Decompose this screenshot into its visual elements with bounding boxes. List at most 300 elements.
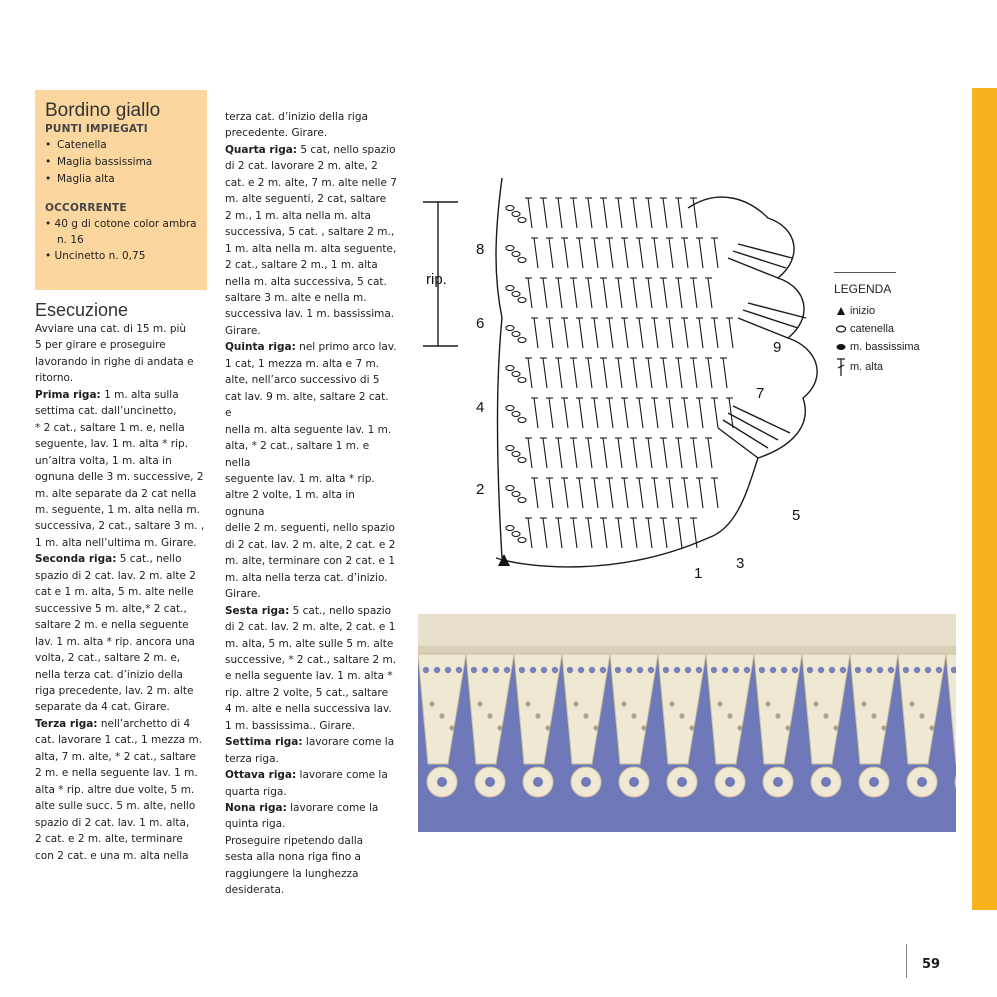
lace-hole bbox=[711, 667, 717, 673]
chain-mark bbox=[512, 452, 520, 457]
stitch-mark bbox=[543, 198, 547, 228]
instruction-line: successiva lav. 1 m. bassissima. bbox=[225, 308, 395, 321]
chain-mark bbox=[506, 526, 514, 531]
instruction-line: Settima riga: lavorare come la bbox=[225, 736, 395, 749]
lace-hole bbox=[589, 667, 595, 673]
stitch-mark bbox=[648, 518, 652, 548]
chain-oval-icon bbox=[835, 324, 847, 334]
stitch-mark bbox=[558, 198, 562, 228]
list-item: • Catenella bbox=[45, 137, 197, 154]
lace-hole bbox=[807, 667, 813, 673]
instruction-line: volta, 2 cat., saltare 2 m. e, bbox=[35, 652, 181, 665]
chain-mark bbox=[506, 486, 514, 491]
instruction-line: Seconda riga: 5 cat., nello bbox=[35, 553, 182, 566]
stitch-mark bbox=[534, 318, 538, 348]
stitch-mark bbox=[648, 198, 652, 228]
lace-scallop-hole bbox=[581, 777, 591, 787]
lace-hole bbox=[545, 725, 550, 730]
lace-hole bbox=[823, 713, 828, 718]
lace-hole bbox=[525, 701, 530, 706]
instruction-line: successive 5 m. alte,* 2 cat., bbox=[35, 602, 187, 615]
instruction-line: nella terza cat. d’inizio della bbox=[35, 668, 183, 681]
stitch-mark bbox=[639, 238, 643, 268]
list-item: • 40 g di cotone color ambra bbox=[45, 218, 197, 230]
instruction-line: spazio di 2 cat. lav. 2 m. alte 2 bbox=[35, 569, 196, 582]
stitch-mark bbox=[609, 318, 613, 348]
stitch-mark bbox=[543, 358, 547, 388]
lace-hole bbox=[925, 667, 931, 673]
lace-hole bbox=[829, 667, 835, 673]
stitch-mark bbox=[564, 318, 568, 348]
row-label: Nona riga: bbox=[225, 802, 287, 815]
lace-hole bbox=[903, 667, 909, 673]
stitch-mark bbox=[684, 398, 688, 428]
stitch-mark bbox=[714, 398, 718, 428]
stitch-mark bbox=[528, 438, 532, 468]
instruction-line: alta, 7 m. alte, * 2 cat., saltare bbox=[35, 750, 196, 763]
row-label: Sesta riga: bbox=[225, 604, 290, 617]
stitch-mark bbox=[573, 278, 577, 308]
start-arrow-icon bbox=[836, 306, 846, 316]
chain-mark bbox=[506, 366, 514, 371]
chain-mark bbox=[518, 538, 526, 543]
execution-title: Esecuzione bbox=[35, 300, 129, 320]
lace-scallop-hole bbox=[773, 777, 783, 787]
row-number-6: 6 bbox=[476, 315, 485, 332]
lace-hole bbox=[578, 667, 584, 673]
lace-hole bbox=[535, 713, 540, 718]
instructions-column-1 bbox=[35, 321, 207, 864]
lace-hole bbox=[456, 667, 462, 673]
instruction-line: terza riga. bbox=[225, 752, 279, 765]
chain-mark bbox=[506, 406, 514, 411]
stitch-mark bbox=[729, 318, 733, 348]
chain-mark bbox=[506, 246, 514, 251]
stitch-mark bbox=[564, 478, 568, 508]
lace-hole bbox=[781, 667, 787, 673]
instruction-line: 1 cat, 1 mezza m. alta e 7 m. bbox=[225, 357, 380, 370]
legend-item: catenella bbox=[832, 320, 942, 338]
lace-hole bbox=[541, 667, 547, 673]
lace-scallop-hole bbox=[677, 777, 687, 787]
slip-stitch-dot-icon bbox=[835, 342, 847, 352]
stitch-mark bbox=[579, 238, 583, 268]
instruction-line: e nella seguente lav. 1 m. alta * bbox=[225, 670, 393, 683]
instruction-line: Terza riga: nell’archetto di 4 bbox=[35, 717, 191, 730]
stitch-mark bbox=[618, 438, 622, 468]
instruction-line: seguente, lav. 1 m. alta * rip. bbox=[35, 438, 189, 451]
page-number-divider bbox=[906, 944, 907, 978]
stitch-mark bbox=[654, 238, 658, 268]
chain-mark bbox=[512, 412, 520, 417]
stitch-mark bbox=[558, 278, 562, 308]
lace-hole bbox=[493, 667, 499, 673]
stitch-mark bbox=[714, 478, 718, 508]
stitch-mark bbox=[624, 398, 628, 428]
stitch-mark bbox=[633, 278, 637, 308]
lace-hole bbox=[722, 667, 728, 673]
instruction-line: saltare 3 m. alte e nella m. bbox=[225, 291, 367, 304]
instruction-line: altre 2 volte, 1 m. alta in ognuna bbox=[225, 489, 355, 518]
instruction-line: Quinta riga: nel primo arco lav. bbox=[225, 341, 397, 354]
instruction-line: quarta riga. bbox=[225, 785, 287, 798]
stitch-mark bbox=[699, 478, 703, 508]
instruction-line: 1 m. alta nell’ultima m. Girare. bbox=[35, 536, 197, 549]
stitch-mark bbox=[603, 278, 607, 308]
list-item: • Uncinetto n. 0,75 bbox=[45, 250, 146, 262]
stitch-mark bbox=[654, 478, 658, 508]
stitch-mark bbox=[699, 398, 703, 428]
instruction-line: desiderata. bbox=[225, 884, 285, 897]
lace-hole bbox=[792, 667, 798, 673]
lace-hole bbox=[477, 701, 482, 706]
stitches-heading: PUNTI IMPIEGATI bbox=[45, 123, 148, 135]
stitch-mark bbox=[588, 518, 592, 548]
chain-mark bbox=[518, 378, 526, 383]
lace-hole bbox=[504, 667, 510, 673]
lace-hole bbox=[744, 667, 750, 673]
lace-hole bbox=[685, 667, 691, 673]
instruction-line: cat. lavorare 1 cat., 1 mezza m. bbox=[35, 734, 203, 747]
stitch-mark bbox=[534, 478, 538, 508]
stitch-mark bbox=[528, 358, 532, 388]
lace-hole bbox=[696, 667, 702, 673]
stitch-mark bbox=[549, 398, 553, 428]
row-number-9: 9 bbox=[773, 339, 782, 356]
lace-hole bbox=[785, 725, 790, 730]
lace-hole bbox=[759, 667, 765, 673]
instruction-line: alta * rip. altre due volte, 5 m. bbox=[35, 783, 195, 796]
stitch-mark bbox=[609, 238, 613, 268]
legend bbox=[832, 272, 942, 378]
stitch-mark bbox=[549, 318, 553, 348]
row-number-7: 7 bbox=[756, 385, 765, 402]
stitch-mark bbox=[648, 358, 652, 388]
instruction-line: seguente lav. 1 m. alta * rip. bbox=[225, 472, 375, 485]
stitches-list bbox=[45, 137, 197, 188]
chain-mark bbox=[518, 498, 526, 503]
lace-hole bbox=[449, 725, 454, 730]
chain-mark bbox=[512, 332, 520, 337]
instruction-line: ritorno. bbox=[35, 372, 74, 385]
lace-hole bbox=[770, 667, 776, 673]
stitch-mark bbox=[633, 438, 637, 468]
lace-hole bbox=[487, 713, 492, 718]
stitch-mark bbox=[564, 238, 568, 268]
lace-hole bbox=[689, 725, 694, 730]
lace-hole bbox=[482, 667, 488, 673]
instruction-line: Girare. bbox=[225, 324, 261, 337]
chain-mark bbox=[512, 492, 520, 497]
instruction-line: saltare 2 m. e nella seguente bbox=[35, 619, 189, 632]
instruction-line: un’altra volta, 1 m. alta in bbox=[35, 454, 172, 467]
stitch-mark bbox=[639, 478, 643, 508]
stitch-mark bbox=[678, 518, 682, 548]
instruction-line: separate da 4 cat. Girare. bbox=[35, 701, 170, 714]
stitch-mark bbox=[588, 438, 592, 468]
instruction-line: 2 cat., saltare 2 m., 1 m. alta bbox=[225, 259, 378, 272]
stitch-mark bbox=[603, 198, 607, 228]
lace-hole bbox=[593, 725, 598, 730]
stitch-mark bbox=[594, 318, 598, 348]
stitch-mark bbox=[699, 318, 703, 348]
lace-hole bbox=[733, 667, 739, 673]
instruction-line: riga precedente, lav. 2 m. alte bbox=[35, 684, 194, 697]
instruction-line: m. alte, terminare con 2 cat. e 1 bbox=[225, 555, 396, 568]
lace-hole bbox=[727, 713, 732, 718]
stitch-mark bbox=[573, 438, 577, 468]
lace-hole bbox=[888, 667, 894, 673]
lace-hole bbox=[641, 725, 646, 730]
lace-hole bbox=[929, 725, 934, 730]
stitch-mark bbox=[618, 278, 622, 308]
stitch-mark bbox=[633, 518, 637, 548]
stitch-mark bbox=[558, 358, 562, 388]
lace-hole bbox=[679, 713, 684, 718]
instruction-line: sesta alla nona riga fino a bbox=[225, 851, 361, 864]
lace-hole bbox=[775, 713, 780, 718]
lace-hole bbox=[631, 713, 636, 718]
instruction-line: Ottava riga: lavorare come la bbox=[225, 769, 388, 782]
start-arrow-icon bbox=[498, 554, 510, 566]
lace-hole bbox=[919, 713, 924, 718]
stitch-mark bbox=[528, 198, 532, 228]
lace-photo bbox=[418, 614, 956, 832]
stitch-mark bbox=[678, 438, 682, 468]
instruction-line: raggiungere la lunghezza bbox=[225, 867, 359, 880]
stitch-mark bbox=[624, 238, 628, 268]
instruction-line: Girare. bbox=[225, 588, 261, 601]
row-number-3: 3 bbox=[736, 555, 745, 572]
instruction-line: settima cat. dall’uncinetto, bbox=[35, 405, 177, 418]
lace-hole bbox=[818, 667, 824, 673]
instruction-line: * 2 cat., saltare 1 m. e, nella bbox=[35, 421, 185, 434]
stitch-mark bbox=[633, 358, 637, 388]
row-number-4: 4 bbox=[476, 399, 485, 416]
stitch-mark bbox=[669, 318, 673, 348]
lace-hole bbox=[717, 701, 722, 706]
stitch-mark bbox=[534, 398, 538, 428]
legend-rule bbox=[834, 272, 896, 273]
stitch-mark bbox=[684, 238, 688, 268]
stitch-mark bbox=[633, 198, 637, 228]
instruction-line: nella m. alta seguente lav. 1 m. bbox=[225, 423, 392, 436]
legend-item: inizio bbox=[832, 302, 942, 320]
lace-hole bbox=[471, 667, 477, 673]
lace-hole bbox=[434, 667, 440, 673]
stitch-mark bbox=[663, 358, 667, 388]
instruction-line: m. alta nella terza cat. d’inizio. bbox=[225, 571, 388, 584]
instruction-line: terza cat. d’inizio della riga bbox=[225, 111, 368, 123]
lace-hole bbox=[530, 667, 536, 673]
stitch-mark bbox=[609, 398, 613, 428]
instruction-line: alte, nell’arco successivo di 5 bbox=[225, 374, 380, 387]
stitch-mark bbox=[648, 278, 652, 308]
stitch-mark bbox=[693, 438, 697, 468]
row-number-8: 8 bbox=[476, 241, 485, 258]
accent-strip bbox=[972, 88, 997, 910]
instruction-line: 1 m. alta nella m. alta seguente, bbox=[225, 242, 397, 255]
stitch-mark bbox=[603, 438, 607, 468]
legend-item: m. bassissima bbox=[832, 338, 942, 356]
stitch-mark bbox=[543, 278, 547, 308]
lace-hole bbox=[909, 701, 914, 706]
list-item: n. 16 bbox=[57, 234, 84, 246]
row-label: Quinta riga: bbox=[225, 341, 296, 354]
instruction-line: Nona riga: lavorare come la bbox=[225, 802, 379, 815]
stitch-mark bbox=[588, 278, 592, 308]
stitch-mark bbox=[573, 198, 577, 228]
stitch-mark bbox=[609, 478, 613, 508]
instruction-line: successiva, 5 cat. , saltare 2 m., bbox=[225, 226, 395, 239]
stitch-mark bbox=[663, 198, 667, 228]
lace-hole bbox=[813, 701, 818, 706]
stitch-mark bbox=[714, 318, 718, 348]
stitch-mark bbox=[594, 398, 598, 428]
stitch-mark bbox=[543, 438, 547, 468]
stitch-mark bbox=[588, 198, 592, 228]
rip-label: rip. bbox=[426, 271, 447, 288]
stitch-mark bbox=[693, 278, 697, 308]
stitch-mark bbox=[558, 518, 562, 548]
stitch-mark bbox=[678, 358, 682, 388]
instruction-line: Proseguire ripetendo dalla bbox=[225, 834, 364, 847]
stitch-mark bbox=[603, 358, 607, 388]
instruction-line: m. alte seguenti, 2 cat, saltare bbox=[225, 193, 387, 206]
stitch-mark bbox=[579, 478, 583, 508]
instruction-line: di 2 cat. lavorare 2 m. alte, 2 bbox=[225, 160, 378, 173]
instruction-line: cat e 1 m. alta, 5 m. alte nelle bbox=[35, 586, 194, 599]
stitch-mark bbox=[699, 238, 703, 268]
stitch-mark bbox=[684, 478, 688, 508]
lace-hole bbox=[600, 667, 606, 673]
stitch-mark bbox=[579, 398, 583, 428]
instruction-line: spazio di 2 cat. lav. 1 m. alta, bbox=[35, 816, 190, 829]
stitch-mark bbox=[594, 238, 598, 268]
lace-hole bbox=[877, 667, 883, 673]
chain-mark bbox=[518, 298, 526, 303]
crochet-chart bbox=[418, 158, 838, 588]
lace-scallop-hole bbox=[485, 777, 495, 787]
instruction-line: Quarta riga: 5 cat, nello spazio bbox=[225, 143, 396, 156]
lace-hole bbox=[519, 667, 525, 673]
instruction-line: 4 m. alte e nella successiva lav. bbox=[225, 703, 392, 716]
instruction-line: di 2 cat. lav. 2 m. alte, 2 cat. e 1 bbox=[225, 621, 396, 634]
lace-hole bbox=[445, 667, 451, 673]
lace-hole bbox=[871, 713, 876, 718]
lace-hole bbox=[833, 725, 838, 730]
stitch-mark bbox=[663, 278, 667, 308]
lace-hole bbox=[936, 667, 942, 673]
stitch-mark bbox=[678, 198, 682, 228]
stitch-mark bbox=[663, 518, 667, 548]
stitch-mark bbox=[528, 518, 532, 548]
stitch-mark bbox=[693, 358, 697, 388]
stitch-mark bbox=[564, 398, 568, 428]
instruction-line: 5 per girare e proseguire bbox=[35, 339, 166, 352]
stitch-mark bbox=[624, 478, 628, 508]
instruction-line: lav. 1 m. alta * rip. ancora una bbox=[35, 635, 195, 648]
row-number-5: 5 bbox=[792, 507, 801, 524]
instruction-line: con 2 cat. e una m. alta nella bbox=[35, 849, 189, 862]
lace-hole bbox=[439, 713, 444, 718]
stitch-mark bbox=[573, 518, 577, 548]
double-crochet-icon bbox=[835, 357, 847, 377]
chain-mark bbox=[512, 372, 520, 377]
lace-hole bbox=[663, 667, 669, 673]
lace-hole bbox=[615, 667, 621, 673]
stitch-mark bbox=[654, 398, 658, 428]
list-item: • Maglia bassissima bbox=[45, 154, 197, 171]
stitch-mark bbox=[684, 318, 688, 348]
lace-hole bbox=[573, 701, 578, 706]
lace-hole bbox=[674, 667, 680, 673]
instruction-line: delle 2 m. seguenti, nello spazio bbox=[225, 522, 395, 535]
instruction-line: quinta riga. bbox=[225, 818, 286, 831]
stitch-mark bbox=[534, 238, 538, 268]
instruction-line: Avviare una cat. di 15 m. più bbox=[35, 323, 187, 335]
chain-mark bbox=[518, 418, 526, 423]
lace-hole bbox=[552, 667, 558, 673]
stitch-mark bbox=[708, 278, 712, 308]
lace-hole bbox=[621, 701, 626, 706]
needed-heading: OCCORRENTE bbox=[45, 202, 127, 214]
stitch-mark bbox=[543, 518, 547, 548]
lace-hole bbox=[669, 701, 674, 706]
instruction-line: 2 cat. e 2 m. alte, terminare bbox=[35, 833, 183, 846]
lace-scallop-hole bbox=[917, 777, 927, 787]
instruction-line: lavorando in righe di andata e bbox=[35, 355, 194, 368]
stitch-mark bbox=[618, 358, 622, 388]
row-label: Prima riga: bbox=[35, 388, 101, 401]
lace-scallop-hole bbox=[629, 777, 639, 787]
pattern-title: Bordino giallo bbox=[45, 100, 161, 121]
lace-scallop-hole bbox=[437, 777, 447, 787]
stitch-mark bbox=[714, 238, 718, 268]
legend-item: m. alta bbox=[832, 356, 942, 378]
lace-hole bbox=[583, 713, 588, 718]
row-label: Quarta riga: bbox=[225, 143, 298, 156]
instruction-line: m. seguente, 1 m. alta nella m. bbox=[35, 503, 200, 516]
instruction-line: di 2 cat. lav. 2 m. alte, 2 cat. e 2 bbox=[225, 538, 396, 551]
stitch-mark bbox=[528, 278, 532, 308]
stitch-mark bbox=[663, 438, 667, 468]
lace-hole bbox=[648, 667, 654, 673]
lace-hole bbox=[567, 667, 573, 673]
stitch-mark bbox=[603, 518, 607, 548]
instruction-line: m. alte separate da 2 cat nella bbox=[35, 487, 197, 500]
lace-hole bbox=[737, 725, 742, 730]
stitch-mark bbox=[654, 318, 658, 348]
lace-scallop-hole bbox=[869, 777, 879, 787]
instruction-line: cat lav. 9 m. alte, saltare 2 cat. e bbox=[225, 390, 389, 420]
stitch-mark bbox=[723, 358, 727, 388]
chain-mark bbox=[518, 338, 526, 343]
stitch-mark bbox=[648, 438, 652, 468]
chain-mark bbox=[518, 218, 526, 223]
lace-hole bbox=[840, 667, 846, 673]
lace-hole bbox=[429, 701, 434, 706]
stitch-mark bbox=[639, 318, 643, 348]
lace-hole bbox=[497, 725, 502, 730]
stitch-mark bbox=[549, 478, 553, 508]
lace-hole bbox=[423, 667, 429, 673]
stitch-mark bbox=[588, 358, 592, 388]
stitch-mark bbox=[669, 398, 673, 428]
stitch-mark bbox=[573, 358, 577, 388]
row-number-1: 1 bbox=[694, 565, 703, 582]
instruction-line: 2 m., 1 m. alta nella m. alta bbox=[225, 209, 371, 222]
